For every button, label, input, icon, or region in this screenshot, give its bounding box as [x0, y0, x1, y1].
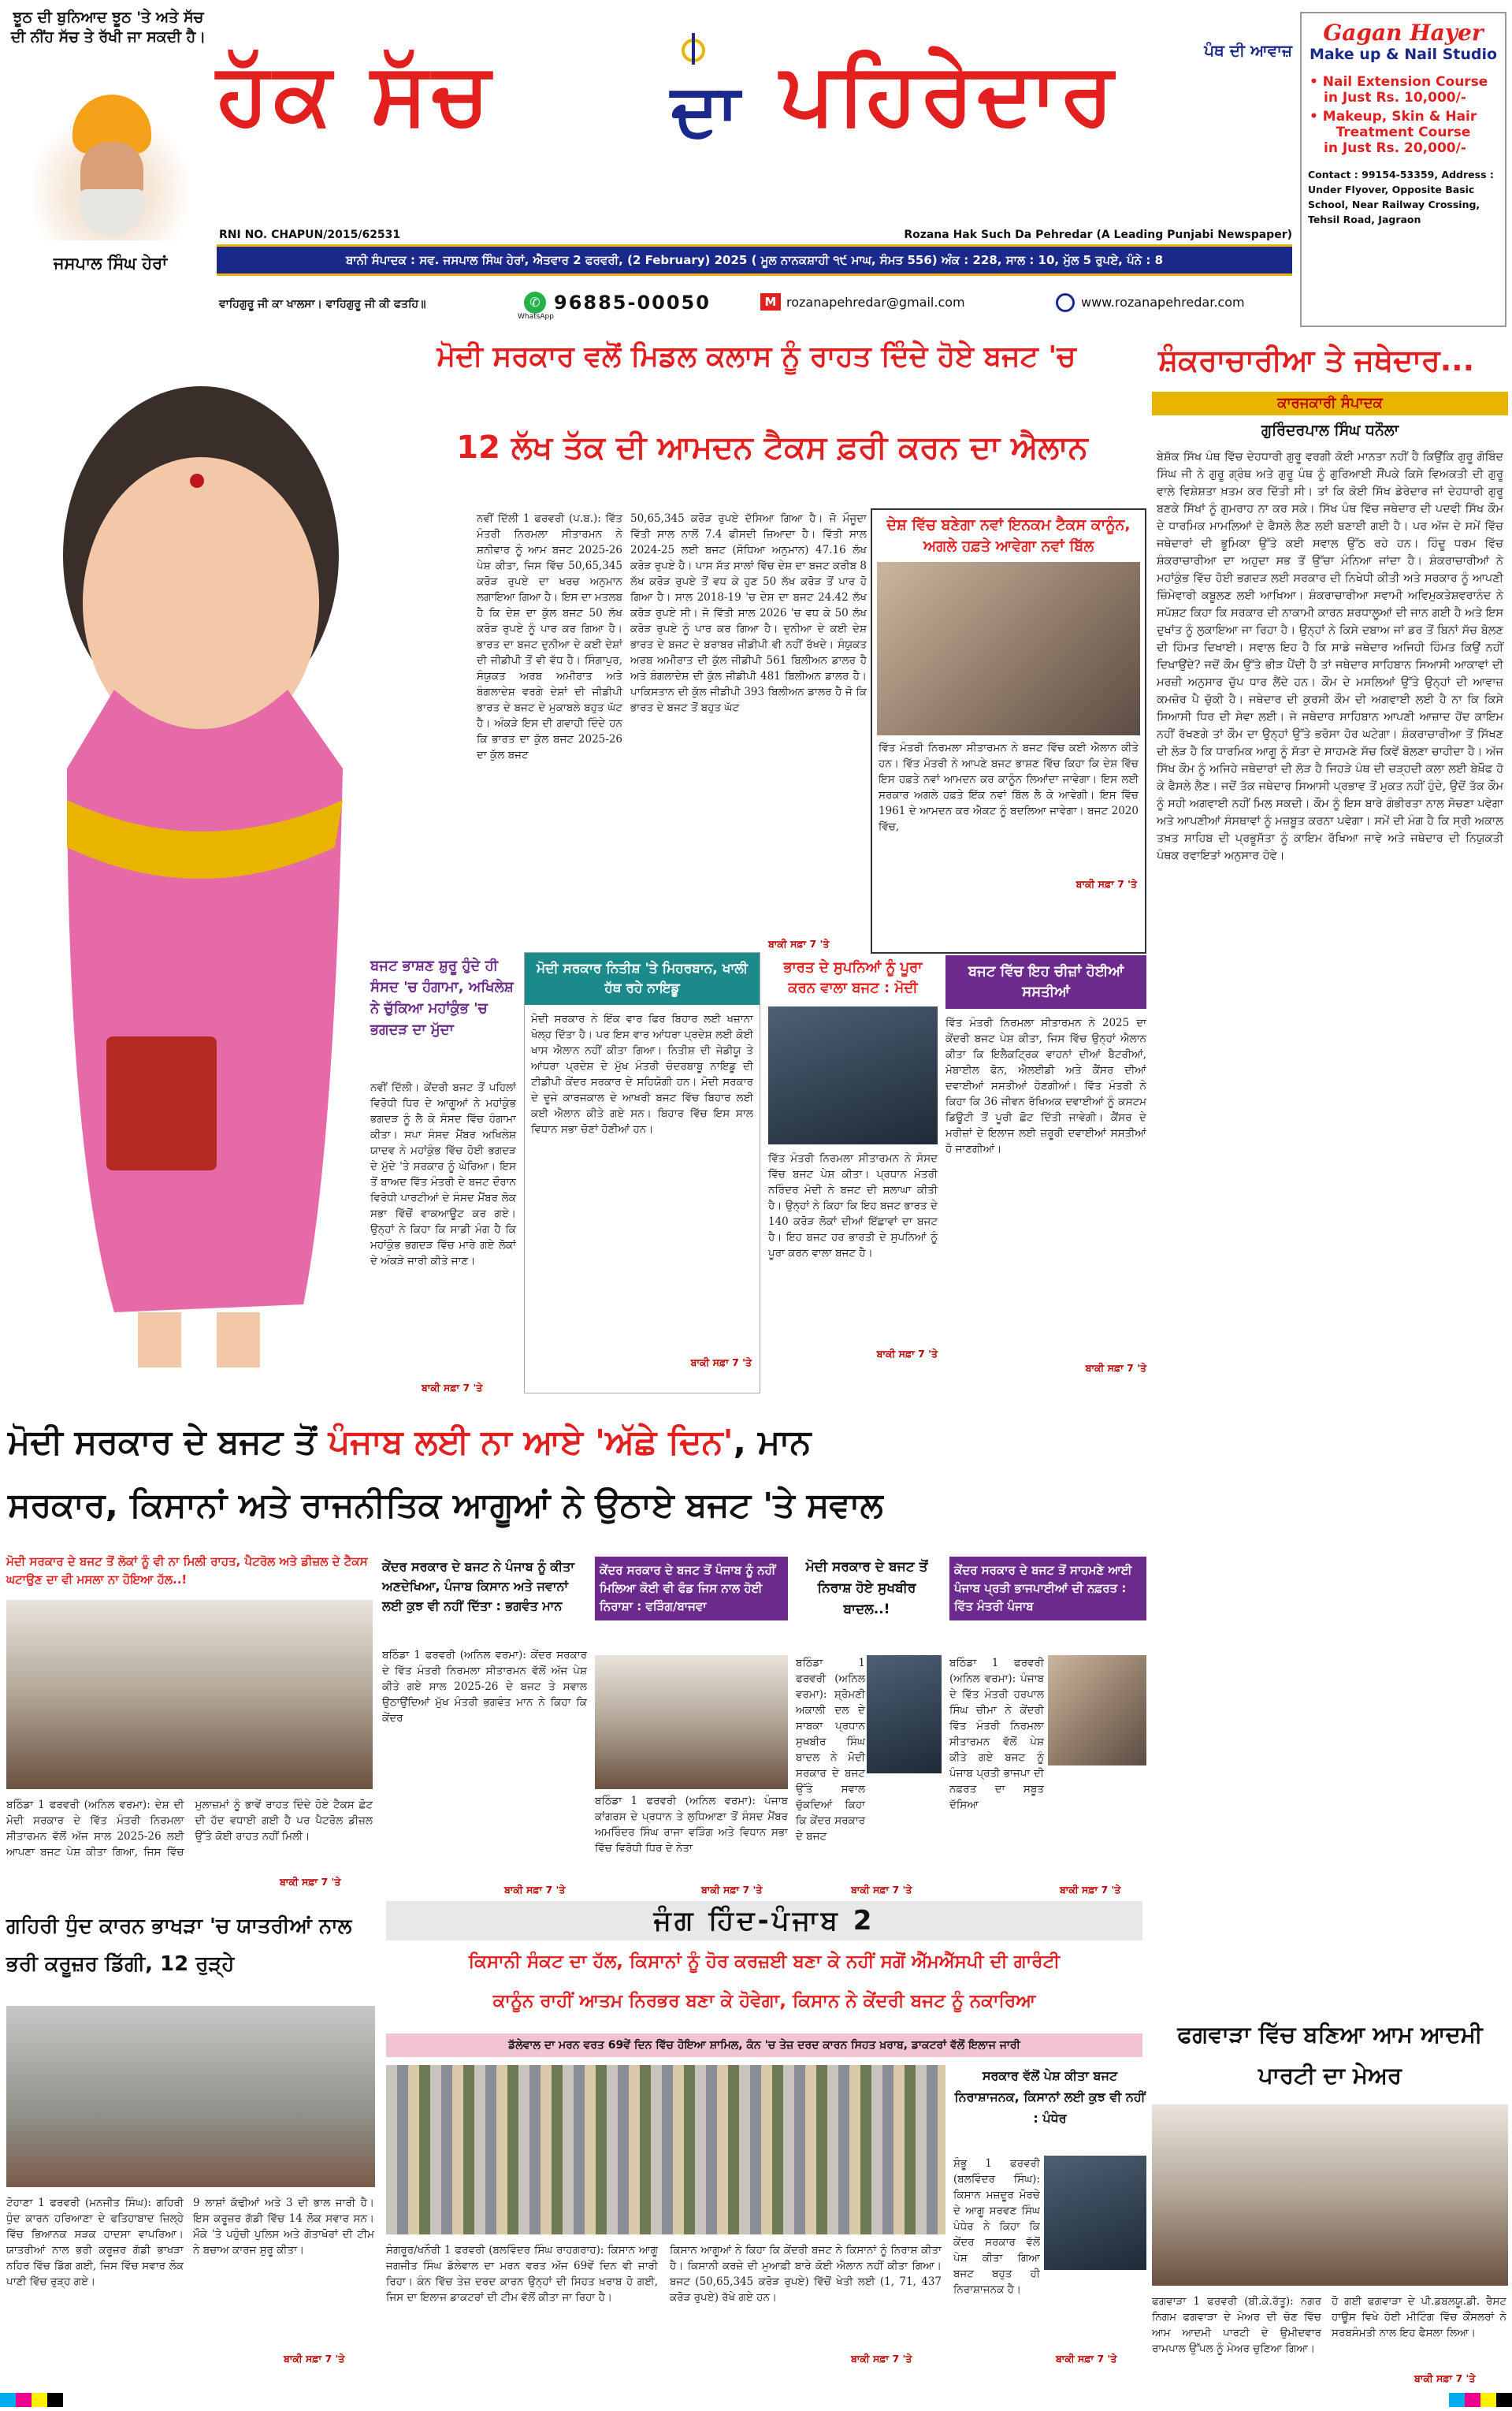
tagline: ਪੰਥ ਦੀ ਆਵਾਜ਼ — [1204, 41, 1292, 60]
fog-headline: ਗਹਿਰੀ ਧੁੰਦ ਕਾਰਨ ਭਾਖੜਾ 'ਚ ਯਾਤਰੀਆਂ ਨਾਲ ਭਰੀ ਕਰੂਜ਼ਰ ਡਿੱਗੀ, 12 ਰੁੜ੍ਹੇ — [6, 1914, 352, 1976]
lead-headline-2: 12 ਲੱਖ ਤੱਕ ਦੀ ਆਮਦਨ ਟੈਕਸ ਫ਼ਰੀ ਕਰਨ ਦਾ ਐਲਾਨ — [456, 430, 1088, 466]
warring-headline: ਕੇਂਦਰ ਸਰਕਾਰ ਦੇ ਬਜਟ ਤੋਂ ਪੰਜਾਬ ਨੂੰ ਨਹੀਂ ਮਿਲਿਆ ਕੋਈ ਵੀ ਫੰਡ ਜਿਸ ਨਾਲ ਹੋਈ ਨਿਰਾਸ਼ਾ : ਵੜਿੰਗ/ਬਾਜਵਾ — [595, 1557, 788, 1620]
rni-number: RNI NO. CHAPUN/2015/62531 — [219, 229, 401, 241]
mayor-text-2: ਹੋ ਗਈ ਫਗਵਾੜਾ ਦੇ ਪੀ.ਡਬਲਯੂ.ਡੀ. ਰੈਸਟ ਹਾਊਸ ਵਿਖੇ ਹੋਈ ਮੀਟਿੰਗ ਵਿੱਚ ਕੌਂਸਲਰਾਂ ਨੇ ਸਰਬਸੰਮਤੀ ਨਾਲ ਇਹ ਫੈਸਲਾ ਲਿਆ। — [1332, 2295, 1506, 2339]
whatsapp-icon: ✆ — [524, 292, 546, 314]
jung-text-2: ਕਿਸਾਨ ਆਗੂਆਂ ਨੇ ਕਿਹਾ ਕਿ ਕੇਂਦਰੀ ਬਜਟ ਨੇ ਕਿਸਾਨਾਂ ਨੂੰ ਨਿਰਾਸ਼ ਕੀਤਾ ਹੈ। ਕਿਸਾਨੀ ਕਰਜ਼ੇ ਦੀ ਮੁਆਫ਼ੀ ਬਾਰੇ ਕੋਈ ਐਲਾਨ ਨਹੀਂ ਕੀਤਾ ਗਿਆ। ਬਜਟ (50,65,345 ਕਰੋੜ ਰੁਪਏ) ਵਿੱਚੋਂ ਖੇਤੀ ਲਈ (1, 71, 437 ਕਰੋੜ ਰੁਪਏ) ਰੱਖੇ ਗਏ ਹਨ। — [670, 2244, 942, 2304]
cheaper-items-continue[interactable]: ਬਾਕੀ ਸਫ਼ਾ 7 'ਤੇ — [1085, 1362, 1146, 1374]
jung-headline-2: ਕਾਨੂੰਨ ਰਾਹੀਂ ਆਤਮ ਨਿਰਭਰ ਬਣਾ ਕੇ ਹੋਵੇਗਾ, ਕਿਸਾਨ ਨੇ ਕੇਂਦਰੀ ਬਜਟ ਨੂੰ ਨਕਾਰਿਆ — [492, 1991, 1036, 2011]
mayor-headline: ਫਗਵਾੜਾ ਵਿੱਚ ਬਣਿਆ ਆਮ ਆਦਮੀ ਪਾਰਟੀ ਦਾ ਮੇਅਰ — [1177, 2021, 1483, 2089]
sukhbir-headline: ਮੋਦੀ ਸਰਕਾਰ ਦੇ ਬਜਟ ਤੋਂ ਨਿਰਾਸ਼ ਹੋਏ ਸੁਖਬੀਰ ਬਾਦਲ..! — [805, 1559, 928, 1617]
pandher-text: ਸ਼ੰਭੂ 1 ਫਰਵਰੀ (ਬਲਵਿੰਦਰ ਸਿੰਘ): ਕਿਸਾਨ ਮਜ਼ਦੂਰ ਮੋਰਚੇ ਦੇ ਆਗੂ ਸਰਵਣ ਸਿੰਘ ਪੰਧੇਰ ਨੇ ਕਿਹਾ ਕਿ ਕੇਂਦਰ ਸਰਕਾਰ ਵੱਲੋਂ ਪੇਸ਼ ਕੀਤਾ ਗਿਆ ਬਜਟ ਬਹੁਤ ਹੀ ਨਿਰਾਸ਼ਾਜਨਕ ਹੈ। — [953, 2157, 1040, 2296]
akhilesh-continue[interactable]: ਬਾਕੀ ਸਫ਼ਾ 7 'ਤੇ — [422, 1382, 483, 1393]
ad-line1-price: in Just Rs. 10,000/- — [1324, 90, 1466, 106]
editorial-text: ਬੇਸ਼ੱਕ ਸਿੱਖ ਪੰਥ ਵਿੱਚ ਦੇਹਧਾਰੀ ਗੁਰੂ ਵਰਗੀ ਕੋਈ ਮਾਨਤਾ ਨਹੀਂ ਹੈ ਕਿਉਂਕਿ ਗੁਰੂ ਗੋਬਿੰਦ ਸਿੰਘ ਜੀ ਨੇ ਗੁਰੂ ਗ੍ਰੰਥ ਅਤੇ ਗੁਰੂ ਪੰਥ ਨੂੰ ਗੁਰਿਆਈ ਸੌਂਪਕੇ ਕਿਸੇ ਵਿਅਕਤੀ ਦੀ ਗੁਰੂ ਵਾਲੇ ਵਿਸ਼ੇਸ਼ਤਾ ਖ਼ਤਮ ਕਰ ਦਿੱਤੀ ਸੀ। ਤਾਂ ਕਿ ਕੋਈ ਸਿੱਖ ਡੇਰੇਦਾਰ ਜਾਂ ਦੇਹਧਾਰੀ ਗੁਰੂ ਬਣਕੇ ਸਿੱਖਾਂ ਨੂੰ ਗੁਮਰਾਹ ਨਾ ਕਰ ਸਕੇ। ਸਿੱਖ ਪੰਥ ਵਿੱਚ ਜਥੇਦਾਰ ਦੀ ਪਦਵੀ ਸਿੱਖ ਕੌਮ ਦੇ ਧਾਰਮਿਕ ਮਾਮਲਿਆਂ ਦੇ ਫੈਸਲੇ ਲੈਣ ਲਈ ਬਣਾਈ ਗਈ ਹੈ। ਪਰ ਅੱਜ ਦੇ ਸਮੇਂ ਵਿੱਚ ਜਥੇਦਾਰਾਂ ਦੀ ਭੂਮਿਕਾ ਉੱਤੇ ਕਈ ਸਵਾਲ ਉੱਠ ਰਹੇ ਹਨ। ਹਿੰਦੂ ਧਰਮ ਵਿੱਚ ਸ਼ੰਕਰਾਚਾਰੀਆ ਦਾ ਅਹੁਦਾ ਸਭ ਤੋਂ ਉੱਚਾ ਮੰਨਿਆ ਜਾਂਦਾ ਹੈ। ਸ਼ੰਕਰਾਚਾਰੀਆਂ ਨੇ ਮਹਾਂਕੁੰਭ ਵਿੱਚ ਹੋਈ ਭਗਦੜ ਲਈ ਸਰਕਾਰ ਦੀ ਨਿਖੇਧੀ ਕੀਤੀ ਅਤੇ ਸਰਕਾਰ ਨੂੰ ਆਪਣੀ ਜ਼ਿੰਮੇਵਾਰੀ ਕਬੂਲਣ ਲਈ ਆਖਿਆ। ਸ਼ੰਕਰਾਚਾਰੀਆ ਸਵਾਮੀ ਅਵਿਮੁਕਤੇਸ਼ਵਰਾਨੰਦ ਨੇ ਸਪੱਸ਼ਟ ਕਿਹਾ ਕਿ ਸਰਕਾਰ ਦੀ ਨਾਕਾਮੀ ਕਾਰਨ ਸ਼ਰਧਾਲੂਆਂ ਦੀ ਜਾਨ ਗਈ ਹੈ ਅਤੇ ਇਸ ਦੁਖਾਂਤ ਨੂੰ ਲੁਕਾਇਆ ਜਾ ਰਿਹਾ ਹੈ। ਉਨ੍ਹਾਂ ਨੇ ਕਿਸੇ ਦਬਾਅ ਜਾਂ ਡਰ ਤੋਂ ਬਿਨਾਂ ਸੱਚ ਬੋਲਣ ਦੀ ਹਿੰਮਤ ਦਿਖਾਈ। ਸਵਾਲ ਇਹ ਹੈ ਕਿ ਸਾਡੇ ਜਥੇਦਾਰ ਅਜਿਹੀ ਹਿੰਮਤ ਕਿਉਂ ਨਹੀਂ ਦਿਖਾਉਂਦੇ? ਜਦੋਂ ਕੌਮ ਉੱਤੇ ਭੀੜ ਪੈਂਦੀ ਹੈ ਤਾਂ ਜਥੇਦਾਰ ਸਾਹਿਬਾਨ ਸਿਆਸੀ ਆਕਾਵਾਂ ਦੀ ਮਰਜ਼ੀ ਅਨੁਸਾਰ ਚੁੱਪ ਧਾਰ ਲੈਂਦੇ ਹਨ। ਕੌਮ ਦੇ ਮਸਲਿਆਂ ਉੱਤੇ ਉਨ੍ਹਾਂ ਦੀ ਆਵਾਜ਼ ਕਮਜ਼ੋਰ ਪੈ ਚੁੱਕੀ ਹੈ। ਜਥੇਦਾਰ ਦੀ ਕੁਰਸੀ ਕੌਮ ਦੀ ਅਗਵਾਈ ਲਈ ਹੈ ਨਾ ਕਿ ਕਿਸੇ ਸਿਆਸੀ ਧਿਰ ਦੀ ਸੇਵਾ ਲਈ। ਜੇ ਜਥੇਦਾਰ ਸਾਹਿਬਾਨ ਆਪਣੀ ਆਜ਼ਾਦ ਹੋਂਦ ਕਾਇਮ ਨਹੀਂ ਰੱਖਣਗੇ ਤਾਂ ਕੌਮ ਦਾ ਉਨ੍ਹਾਂ ਉੱਤੇ ਭਰੋਸਾ ਹੋਰ ਘਟੇਗਾ। ਸ਼ੰਕਰਾਚਾਰੀਆ ਤੋਂ ਸਿੱਖਣ ਦੀ ਲੋੜ ਹੈ ਕਿ ਧਾਰਮਿਕ ਆਗੂ ਨੂੰ ਸੱਤਾ ਦੇ ਸਾਹਮਣੇ ਸੱਚ ਕਿਵੇਂ ਬੋਲਣਾ ਚਾਹੀਦਾ ਹੈ। ਅੱਜ ਸਿੱਖ ਕੌਮ ਨੂੰ ਅਜਿਹੇ ਜਥੇਦਾਰਾਂ ਦੀ ਲੋੜ ਹੈ ਜਿਹੜੇ ਪੰਥ ਦੀ ਚੜ੍ਹਦੀ ਕਲਾ ਲਈ ਬੇਖ਼ੌਫ ਹੋ ਕੇ ਫੈਸਲੇ ਲੈਣ। ਜਦੋਂ ਤੱਕ ਜਥੇਦਾਰ ਸਿਆਸੀ ਪ੍ਰਭਾਵ ਤੋਂ ਮੁਕਤ ਨਹੀਂ ਹੁੰਦੇ, ਉਦੋਂ ਤੱਕ ਕੌਮ ਨੂੰ ਸਹੀ ਅਗਵਾਈ ਨਹੀਂ ਮਿਲ ਸਕਦੀ। ਕੌਮ ਨੂੰ ਇਸ ਬਾਰੇ ਗੰਭੀਰਤਾ ਨਾਲ ਸੋਚਣਾ ਪਵੇਗਾ ਅਤੇ ਆਪਣੀਆਂ ਸੰਸਥਾਵਾਂ ਨੂੰ ਮਜ਼ਬੂਤ ਕਰਨਾ ਪਵੇਗਾ। ਸਮੇਂ ਦੀ ਮੰਗ ਹੈ ਕਿ ਸ੍ਰੀ ਅਕਾਲ ਤਖ਼ਤ ਸਾਹਿਬ ਦੀ ਪ੍ਰਭੂਸੱਤਾ ਨੂੰ ਕਾਇਮ ਰੱਖਿਆ ਜਾਵੇ ਅਤੇ ਜਥੇਦਾਰ ਦੀ ਨਿਯੁਕਤੀ ਪੰਥਕ ਰਵਾਇਤਾਂ ਅਨੁਸਾਰ ਹੋਵੇ। — [1157, 451, 1503, 862]
bhagwant-text: ਬਠਿੰਡਾ 1 ਫਰਵਰੀ (ਅਨਿਲ ਵਰਮਾ): ਕੇਂਦਰ ਸਰਕਾਰ ਦੇ ਵਿੱਤ ਮੰਤਰੀ ਨਿਰਮਲਾ ਸੀਤਾਰਮਨ ਵੱਲੋਂ ਅੱਜ ਪੇਸ਼ ਕੀਤੇ ਗਏ ਸਾਲ 2025-26 ਦੇ ਬਜਟ ਤੇ ਸਵਾਲ ਉਠਾਉਂਦਿਆਂ ਮੁੱਖ ਮੰਤਰੀ ਭਗਵੰਤ ਮਾਨ ਨੇ ਕਿਹਾ ਕਿ ਕੇਂਦਰ — [382, 1649, 587, 1725]
cheema-headline: ਕੇਂਦਰ ਸਰਕਾਰ ਦੇ ਬਜਟ ਤੋਂ ਸਾਹਮਣੇ ਆਈ ਪੰਜਾਬ ਪ੍ਰਤੀ ਭਾਜਪਾਈਆਂ ਦੀ ਨਫ਼ਰਤ : ਵਿੱਤ ਮੰਤਰੀ ਪੰਜਾਬ — [949, 1557, 1146, 1620]
editorial-headline: ਸ਼ੰਕਰਾਚਾਰੀਆ ਤੇ ਜਥੇਦਾਰ... — [1158, 343, 1475, 378]
editorial-column — [1152, 339, 1508, 2006]
modi-headline: ਭਾਰਤ ਦੇ ਸੁਪਨਿਆਂ ਨੂੰ ਪੂਰਾ ਕਰਨ ਵਾਲਾ ਬਜਟ : ਮੋਦੀ — [783, 959, 923, 996]
beard-shape — [79, 189, 145, 236]
email-link[interactable]: rozanapehredar@gmail.com — [786, 295, 965, 310]
masthead — [0, 0, 1512, 331]
bhagwant-continue[interactable]: ਬਾਕੀ ਸਫ਼ਾ 7 'ਤੇ — [504, 1884, 566, 1896]
cheema-photo — [1048, 1655, 1146, 1765]
lead-column-1: ਨਵੀਂ ਦਿੱਲੀ 1 ਫਰਵਰੀ (ਪ.ਬ.): ਵਿੱਤ ਮੰਤਰੀ ਨਿਰਮਲਾ ਸੀਤਾਰਮਨ ਨੇ ਸ਼ਨੀਵਾਰ ਨੂੰ ਆਮ ਬਜਟ 2025-26 ਪੇਸ਼ ਕੀਤਾ, ਜਿਸ ਵਿੱਚ 50,65,345 ਕਰੋੜ ਰੁਪਏ ਦਾ ਖਰਚ ਅਨੁਮਾਨ ਲਗਾਇਆ ਗਿਆ ਹੈ। ਇਸ ਦਾ ਮਤਲਬ ਹੈ ਕਿ ਦੇਸ਼ ਦਾ ਕੁੱਲ ਬਜਟ 50 ਲੱਖ ਕਰੋੜ ਰੁਪਏ ਨੂੰ ਪਾਰ ਕਰ ਗਿਆ ਹੈ। ਭਾਰਤ ਦਾ ਬਜਟ ਦੁਨੀਆ ਦੇ ਕਈ ਦੇਸ਼ਾਂ ਦੀ ਜੀਡੀਪੀ ਤੋਂ ਵੀ ਵੱਧ ਹੈ। ਸਿੰਗਾਪੁਰ, ਸੰਯੁਕਤ ਅਰਬ ਅਮੀਰਾਤ ਅਤੇ ਬੰਗਲਾਦੇਸ਼ ਵਰਗੇ ਦੇਸ਼ਾਂ ਦੀ ਜੀਡੀਪੀ ਭਾਰਤ ਦੇ ਬਜਟ ਦੇ ਮੁਕਾਬਲੇ ਬਹੁਤ ਘੱਟ ਹੈ। ਅੰਕੜੇ ਇਸ ਦੀ ਗਵਾਹੀ ਦਿੰਦੇ ਹਨ ਕਿ ਭਾਰਤ ਦਾ ਕੁੱਲ ਬਜਟ 2025-26 ਦਾ ਕੁੱਲ ਬਜਟ — [477, 512, 622, 761]
mayor-photo — [1152, 2104, 1508, 2286]
banner-line-2: ਸਰਕਾਰ, ਕਿਸਾਨਾਂ ਅਤੇ ਰਾਜਨੀਤਿਕ ਆਗੂਆਂ ਨੇ ਉਠਾਏ ਬਜਟ 'ਤੇ ਸਵਾਲ — [8, 1486, 883, 1525]
ad-brand: Gagan Hayer — [1323, 20, 1484, 46]
income-tax-headline: ਦੇਸ਼ ਵਿੱਚ ਬਣੇਗਾ ਨਵਾਂ ਇਨਕਮ ਟੈਕਸ ਕਾਨੂੰਨ, ਅਗਲੇ ਹਫ਼ਤੇ ਆਵੇਗਾ ਨਵਾਂ ਬਿੱਲ — [872, 510, 1145, 562]
parliament-photo — [6, 1600, 373, 1789]
khanda-emblem — [678, 32, 709, 66]
banner-line-1b: ਪੰਜਾਬ ਲਈ ਨਾ ਆਏ 'ਅੱਛੇ ਦਿਨ' — [328, 1423, 734, 1462]
sukhbir-continue[interactable]: ਬਾਕੀ ਸਫ਼ਾ 7 'ਤੇ — [851, 1884, 912, 1896]
title-right: ਪਹਿਰੇਦਾਰ — [780, 45, 1117, 143]
fog-text-1: ਟੋਹਾਣਾ 1 ਫਰਵਰੀ (ਮਨਜੀਤ ਸਿੰਘ): ਗਹਿਰੀ ਧੁੰਦ ਕਾਰਨ ਹਰਿਆਣਾ ਦੇ ਫਤਿਹਾਬਾਦ ਜ਼ਿਲ੍ਹੇ ਵਿੱਚ ਭਿਆਨਕ ਸੜਕ ਹਾਦਸਾ ਵਾਪਰਿਆ। ਯਾਤਰੀਆਂ ਨਾਲ ਭਰੀ ਕਰੂਜ਼ਰ ਗੱਡੀ ਭਾਖੜਾ ਨਹਿਰ ਵਿੱਚ ਡਿੱਗ ਗਈ, ਜਿਸ ਵਿੱਚ ਸਵਾਰ ਲੋਕ ਪਾਣੀ ਵਿੱਚ ਰੁੜ੍ਹ ਗਏ। — [6, 2197, 184, 2288]
title-mid: ਦਾ — [671, 68, 740, 152]
jung-title-bar — [386, 1901, 1142, 1940]
jung-subhead: ਡੱਲੇਵਾਲ ਦਾ ਮਰਨ ਵਰਤ 69ਵੇਂ ਦਿਨ ਵਿੱਚ ਹੋਇਆ ਸ਼ਾਮਿਲ, ਕੰਨ 'ਚ ਤੇਜ਼ ਦਰਦ ਕਾਰਨ ਸਿਹਤ ਖ਼ਰਾਬ, ਡਾਕਟਰਾਂ ਵੱਲੋਂ ਇਲਾਜ ਜਾਰੀ — [386, 2033, 1142, 2057]
cheaper-items-headline: ਬਜਟ ਵਿੱਚ ਇਹ ਚੀਜ਼ਾਂ ਹੋਈਆਂ ਸਸਤੀਆਂ — [945, 955, 1146, 1009]
farmers-protest-photo — [386, 2065, 945, 2234]
english-name: Rozana Hak Such Da Pehredar (A Leading Punjabi Newspaper) — [904, 229, 1292, 241]
nitish-box — [524, 952, 760, 1393]
petrol-text: ਬਠਿੰਡਾ 1 ਫਰਵਰੀ (ਅਨਿਲ ਵਰਮਾ): ਦੇਸ਼ ਦੀ ਮੋਦੀ ਸਰਕਾਰ ਦੇ ਵਿੱਤ ਮੰਤਰੀ ਨਿਰਮਲਾ ਸੀਤਾਰਮਨ ਵੱਲੋਂ ਅੱਜ ਸਾਲ 2025-26 ਲਈ ਆਪਣਾ ਬਜਟ ਪੇਸ਼ ਕੀਤਾ ਗਿਆ, ਜਿਸ ਵਿੱਚ ਮੁਲਾਜ਼ਮਾਂ ਨੂੰ ਭਾਵੇਂ ਰਾਹਤ ਦਿੰਦੇ ਹੋਏ ਟੈਕਸ ਛੋਟ ਦੀ ਹੱਦ ਵਧਾਈ ਗਈ ਹੈ ਪਰ ਪੈਟਰੋਲ ਡੀਜ਼ਲ ਉੱਤੇ ਕੋਈ ਰਾਹਤ ਨਹੀਂ ਮਿਲੀ। — [6, 1799, 373, 1858]
greeting: ਵਾਹਿਗੁਰੂ ਜੀ ਕਾ ਖਾਲਸਾ। ਵਾਹਿਗੁਰੂ ਜੀ ਕੀ ਫਤਹਿ॥ — [219, 298, 426, 311]
petrol-continue[interactable]: ਬਾਕੀ ਸਫ਼ਾ 7 'ਤੇ — [280, 1876, 341, 1888]
sukhbir-photo — [867, 1655, 942, 1773]
banner-line-1a: ਮੋਦੀ ਸਰਕਾਰ ਦੇ ਬਜਟ ਤੋਂ — [8, 1423, 317, 1462]
phone-number[interactable]: 96885-00050 — [554, 292, 711, 314]
ad-makeup-studio[interactable] — [1300, 12, 1506, 327]
modi-photo — [768, 1006, 938, 1144]
jung-headline-1: ਕਿਸਾਨੀ ਸੰਕਟ ਦਾ ਹੱਲ, ਕਿਸਾਨਾਂ ਨੂੰ ਹੋਰ ਕਰਜ਼ਈ ਬਣਾ ਕੇ ਨਹੀਂ ਸਗੋਂ ਐੱਮਐੱਸਪੀ ਦੀ ਗਾਰੰਟੀ — [468, 1951, 1061, 1972]
pandher-continue[interactable]: ਬਾਕੀ ਸਫ਼ਾ 7 'ਤੇ — [1056, 2353, 1117, 2364]
pandher-photo — [1044, 2156, 1146, 2270]
akhilesh-text: ਨਵੀਂ ਦਿੱਲੀ। ਕੇਂਦਰੀ ਬਜਟ ਤੋਂ ਪਹਿਲਾਂ ਵਿਰੋਧੀ ਧਿਰ ਦੇ ਆਗੂਆਂ ਨੇ ਮਹਾਂਕੁੰਭ ਭਗਦੜ ਨੂੰ ਲੈ ਕੇ ਸੰਸਦ ਵਿੱਚ ਹੰਗਾਮਾ ਕੀਤਾ। ਸਪਾ ਸੰਸਦ ਮੈਂਬਰ ਅਖਿਲੇਸ਼ ਯਾਦਵ ਨੇ ਮਹਾਂਕੁੰਭ ਵਿੱਚ ਹੋਈ ਭਗਦੜ ਦੇ ਮੁੱਦੇ 'ਤੇ ਸਰਕਾਰ ਨੂੰ ਘੇਰਿਆ। ਇਸ ਤੋਂ ਬਾਅਦ ਵਿੱਤ ਮੰਤਰੀ ਦੇ ਬਜਟ ਦੌਰਾਨ ਵਿਰੋਧੀ ਪਾਰਟੀਆਂ ਦੇ ਸੰਸਦ ਮੈਂਬਰ ਲੋਕ ਸਭਾ ਵਿੱਚੋਂ ਵਾਕਆਊਟ ਕਰ ਗਏ। ਉਨ੍ਹਾਂ ਨੇ ਕਿਹਾ ਕਿ ਸਾਡੀ ਮੰਗ ਹੈ ਕਿ ਮਹਾਂਕੁੰਭ ਭਗਦੜ ਵਿੱਚ ਮਾਰੇ ਗਏ ਲੋਕਾਂ ਦੇ ਅੰਕੜੇ ਜਾਰੀ ਕੀਤੇ ਜਾਣ। — [370, 1081, 516, 1267]
lead-headline-1: ਮੋਦੀ ਸਰਕਾਰ ਵਲੋਂ ਮਿਡਲ ਕਲਾਸ ਨੂੰ ਰਾਹਤ ਦਿੰਦੇ ਹੋਏ ਬਜਟ 'ਚ — [437, 340, 1076, 373]
color-registration-strip-right — [1449, 2393, 1512, 2407]
founder-name: ਜਸਪਾਲ ਸਿੰਘ ਹੇਰਾਂ — [53, 254, 168, 273]
jung-text-1: ਸੰਗਰੂਰ/ਖਨੌਰੀ 1 ਫਰਵਰੀ (ਬਲਵਿੰਦਰ ਸਿੰਘ ਰਾਹਗਰਾਹ): ਕਿਸਾਨ ਆਗੂ ਜਗਜੀਤ ਸਿੰਘ ਡੱਲੇਵਾਲ ਦਾ ਮਰਨ ਵਰਤ ਅੱਜ 69ਵੇਂ ਦਿਨ ਵੀ ਜਾਰੀ ਰਿਹਾ। ਕੰਨ ਵਿੱਚ ਤੇਜ਼ ਦਰਦ ਕਾਰਨ ਉਨ੍ਹਾਂ ਦੀ ਸਿਹਤ ਖ਼ਰਾਬ ਹੋ ਗਈ, ਜਿਸ ਦਾ ਇਲਾਜ ਡਾਕਟਰਾਂ ਦੀ ਟੀਮ ਵੱਲੋਂ ਕੀਤਾ ਜਾ ਰਿਹਾ ਹੈ। — [386, 2244, 658, 2304]
fog-accident-photo — [6, 2006, 375, 2187]
income-tax-box — [871, 508, 1146, 954]
email-icon: M — [760, 293, 781, 311]
dateline-bar — [217, 244, 1292, 276]
nitish-continue[interactable]: ਬਾਕੀ ਸਫ਼ਾ 7 'ਤੇ — [690, 1356, 752, 1368]
sukhbir-text: ਬਠਿੰਡਾ 1 ਫਰਵਰੀ (ਅਨਿਲ ਵਰਮਾ): ਸ਼੍ਰੋਮਣੀ ਅਕਾਲੀ ਦਲ ਦੇ ਸਾਬਕਾ ਪ੍ਰਧਾਨ ਸੁਖਬੀਰ ਸਿੰਘ ਬਾਦਲ ਨੇ ਮੋਦੀ ਸਰਕਾਰ ਦੇ ਬਜਟ ਉੱਤੇ ਸਵਾਲ ਚੁੱਕਦਿਆਂ ਕਿਹਾ ਕਿ ਕੇਂਦਰ ਸਰਕਾਰ ਦੇ ਬਜਟ — [796, 1657, 865, 1843]
fog-text-2: 9 ਲਾਸ਼ਾਂ ਕੱਢੀਆਂ ਅਤੇ 3 ਦੀ ਭਾਲ ਜਾਰੀ ਹੈ। ਇਸ ਕਰੂਜ਼ਰ ਗੱਡੀ ਵਿੱਚ 14 ਲੋਕ ਸਵਾਰ ਸਨ। ਮੌਕੇ 'ਤੇ ਪਹੁੰਚੀ ਪੁਲਿਸ ਅਤੇ ਗੋਤਾਖੋਰਾਂ ਦੀ ਟੀਮ ਨੇ ਬਚਾਅ ਕਾਰਜ ਸ਼ੁਰੂ ਕੀਤਾ। — [193, 2197, 374, 2257]
cartoon-finance-minister — [20, 359, 374, 1391]
mayor-text-1: ਫਗਵਾੜਾ 1 ਫਰਵਰੀ (ਬੀ.ਕੇ.ਰੱਤੂ): ਨਗਰ ਨਿਗਮ ਫਗਵਾੜਾ ਦੇ ਮੇਅਰ ਦੀ ਚੋਣ ਵਿੱਚ ਆਮ ਆਦਮੀ ਪਾਰਟੀ ਦੇ ਉਮੀਦਵਾਰ ਰਾਮਪਾਲ ਉੱਪਲ ਨੂੰ ਮੇਅਰ ਚੁਣਿਆ ਗਿਆ। — [1152, 2295, 1321, 2355]
title-left: ਹੱਕ ਸੱਚ — [217, 45, 495, 143]
cheema-text: ਬਠਿੰਡਾ 1 ਫਰਵਰੀ (ਅਨਿਲ ਵਰਮਾ): ਪੰਜਾਬ ਦੇ ਵਿੱਤ ਮੰਤਰੀ ਹਰਪਾਲ ਸਿੰਘ ਚੀਮਾ ਨੇ ਕੇਂਦਰੀ ਵਿੱਤ ਮੰਤਰੀ ਨਿਰਮਲਾ ਸੀਤਾਰਮਨ ਵੱਲੋਂ ਪੇਸ਼ ਕੀਤੇ ਗਏ ਬਜਟ ਨੂੰ ਪੰਜਾਬ ਪ੍ਰਤੀ ਭਾਜਪਾ ਦੀ ਨਫ਼ਰਤ ਦਾ ਸਬੂਤ ਦੱਸਿਆ — [949, 1657, 1044, 1811]
editorial-kicker: ਕਾਰਜਕਾਰੀ ਸੰਪਾਦਕ — [1152, 392, 1508, 415]
lead-column-2: 50,65,345 ਕਰੋੜ ਰੁਪਏ ਦੱਸਿਆ ਗਿਆ ਹੈ। ਜੋ ਮੌਜੂਦਾ ਵਿੱਤੀ ਸਾਲ ਨਾਲੋਂ 7.4 ਫੀਸਦੀ ਜ਼ਿਆਦਾ ਹੈ। ਵਿੱਤੀ ਸਾਲ 2024-25 ਲਈ ਬਜਟ (ਸੋਧਿਆ ਅਨੁਮਾਨ) 47.16 ਲੱਖ ਕਰੋੜ ਰੁਪਏ ਹੈ। ਪਾਸ ਸੱਤ ਸਾਲਾਂ ਵਿੱਚ ਦੇਸ਼ ਦਾ ਬਜਟ ਕਰੀਬ 8 ਲੱਖ ਕਰੋੜ ਰੁਪਏ ਤੋਂ ਵਧ ਕੇ ਹੁਣ 50 ਲੱਖ ਕਰੋੜ ਤੋਂ ਪਾਰ ਹੋ ਗਿਆ ਹੈ। ਸਾਲ 2018-19 'ਚ ਦੇਸ਼ ਦਾ ਬਜਟ 24.42 ਲੱਖ ਕਰੋੜ ਰੁਪਏ ਸੀ। ਜੋ ਵਿੱਤੀ ਸਾਲ 2026 'ਚ ਵਧ ਕੇ 50 ਲੱਖ ਕਰੋੜ ਰੁਪਏ ਨੂੰ ਪਾਰ ਕਰ ਗਿਆ ਹੈ। ਦੁਨੀਆ ਦੇ ਕਈ ਦੇਸ਼ ਭਾਰਤ ਦੇ ਬਜਟ ਦੇ ਬਰਾਬਰ ਜੀਡੀਪੀ ਵੀ ਨਹੀਂ ਰੱਖਦੇ। ਸੰਯੁਕਤ ਅਰਬ ਅਮੀਰਾਤ ਦੀ ਕੁੱਲ ਜੀਡੀਪੀ 561 ਬਿਲੀਅਨ ਡਾਲਰ ਹੈ ਅਤੇ ਬੰਗਲਾਦੇਸ਼ ਦੀ ਕੁੱਲ ਜੀਡੀਪੀ 481 ਬਿਲੀਅਨ ਡਾਲਰ ਹੈ। ਪਾਕਿਸਤਾਨ ਦੀ ਕੁੱਲ ਜੀਡੀਪੀ 393 ਬਿਲੀਅਨ ਡਾਲਰ ਹੈ ਜੋ ਕਿ ਭਾਰਤ ਦੇ ਬਜਟ ਤੋਂ ਬਹੁਤ ਘੱਟ — [630, 512, 867, 714]
dateline-text: ਬਾਨੀ ਸੰਪਾਦਕ : ਸਵ. ਜਸਪਾਲ ਸਿੰਘ ਹੇਰਾਂ, ਐਤਵਾਰ 2 ਫਰਵਰੀ, (2 February) 2025 ( ਮੂਲ ਨਾਨਕਸ਼ਾਹੀ ੧੯ ਮਾਘ, ਸੰਮਤ 556) ਅੰਕ : 228, ਸਾਲ : 10, ਮੁੱਲ 5 ਰੁਪਏ, ਪੰਨੇ : 8 — [345, 253, 1164, 267]
ad-line2: • Makeup, Skin & Hair — [1310, 109, 1477, 125]
petrol-headline: ਮੋਦੀ ਸਰਕਾਰ ਦੇ ਬਜਟ ਤੋਂ ਲੋਕਾਂ ਨੂੰ ਵੀ ਨਾ ਮਿਲੀ ਰਾਹਤ, ਪੈਟਰੋਲ ਅਤੇ ਡੀਜ਼ਲ ਦੇ ਟੈਕਸ ਘਟਾਉਣ ਦਾ ਵੀ ਮਸਲਾ ਨਾ ਹੋਇਆ ਹੱਲ..! — [6, 1554, 368, 1587]
cheema-continue[interactable]: ਬਾਕੀ ਸਫ਼ਾ 7 'ਤੇ — [1060, 1884, 1121, 1896]
ad-subtitle: Make up & Nail Studio — [1309, 46, 1498, 63]
editorial-byline: ਗੁਰਿੰਦਰਪਾਲ ਸਿੰਘ ਧਨੌਲਾ — [1261, 422, 1399, 439]
modi-continue[interactable]: ਬਾਕੀ ਸਫ਼ਾ 7 'ਤੇ — [876, 1348, 938, 1360]
website-link[interactable]: www.rozanapehredar.com — [1081, 295, 1245, 310]
banner-line-1c: , ਮਾਨ — [733, 1423, 812, 1462]
pandher-headline: ਸਰਕਾਰ ਵੱਲੋਂ ਪੇਸ਼ ਕੀਤਾ ਬਜਟ ਨਿਰਾਸ਼ਾਜਨਕ, ਕਿਸਾਨਾਂ ਲਈ ਕੁਝ ਵੀ ਨਹੀਂ : ਪੰਧੇਰ — [954, 2068, 1146, 2126]
warring-photo — [595, 1655, 788, 1789]
akhilesh-headline: ਬਜਟ ਭਾਸ਼ਣ ਸ਼ੁਰੂ ਹੁੰਦੇ ਹੀ ਸੰਸਦ 'ਚ ਹੰਗਾਮਾ, ਅਖਿਲੇਸ਼ ਨੇ ਚੁੱਕਿਆ ਮਹਾਂਕੁੰਭ 'ਚ ਭਗਦੜ ਦਾ ਮੁੱਦਾ — [370, 958, 514, 1038]
nitish-text: ਮੋਦੀ ਸਰਕਾਰ ਨੇ ਇੱਕ ਵਾਰ ਫਿਰ ਬਿਹਾਰ ਲਈ ਖਜ਼ਾਨਾ ਖੋਲ੍ਹ ਦਿੱਤਾ ਹੈ। ਪਰ ਇਸ ਵਾਰ ਆਂਧਰਾ ਪ੍ਰਦੇਸ਼ ਲਈ ਕੋਈ ਖਾਸ ਐਲਾਨ ਨਹੀਂ ਕੀਤਾ ਗਿਆ। ਨਿਤੀਸ਼ ਦੀ ਜੇਡੀਯੂ ਤੇ ਆਂਧਰਾ ਪ੍ਰਦੇਸ਼ ਦੇ ਮੁੱਖ ਮੰਤਰੀ ਚੰਦਰਬਾਬੂ ਨਾਇਡੂ ਦੀ ਟੀਡੀਪੀ ਕੇਂਦਰ ਸਰਕਾਰ ਦੇ ਸਹਿਯੋਗੀ ਹਨ। ਮੋਦੀ ਸਰਕਾਰ ਦੇ ਦੂਜੇ ਕਾਰਜਕਾਲ ਦੇ ਆਖਰੀ ਬਜਟ ਵਿੱਚ ਬਿਹਾਰ ਲਈ ਕਈ ਐਲਾਨ ਕੀਤੇ ਗਏ ਸਨ। ਬਿਹਾਰ ਵਿੱਚ ਇਸ ਸਾਲ ਵਿਧਾਨ ਸਭਾ ਚੋਣਾਂ ਹੋਣੀਆਂ ਹਨ। — [531, 1013, 753, 1136]
modi-box — [768, 958, 938, 1391]
ad-line2b: Treatment Course — [1336, 125, 1471, 140]
bhagwant-headline: ਕੇਂਦਰ ਸਰਕਾਰ ਦੇ ਬਜਟ ਨੇ ਪੰਜਾਬ ਨੂੰ ਕੀਤਾ ਅਣਦੇਖਿਆ, ਪੰਜਾਬ ਕਿਸਾਨ ਅਤੇ ਜਵਾਨਾਂ ਲਈ ਕੁਝ ਵੀ ਨਹੀਂ ਦਿੱਤਾ : ਭਗਵੰਤ ਮਾਨ — [382, 1559, 574, 1613]
warring-text: ਬਠਿੰਡਾ 1 ਫਰਵਰੀ (ਅਨਿਲ ਵਰਮਾ): ਪੰਜਾਬ ਕਾਂਗਰਸ ਦੇ ਪ੍ਰਧਾਨ ਤੇ ਲੁਧਿਆਣਾ ਤੋਂ ਸੰਸਦ ਮੈਂਬਰ ਅਮਰਿੰਦਰ ਸਿੰਘ ਰਾਜਾ ਵੜਿੰਗ ਅਤੇ ਵਿਧਾਨ ਸਭਾ ਵਿੱਚ ਵਿਰੋਧੀ ਧਿਰ ਦੇ ਨੇਤਾ — [595, 1795, 788, 1855]
whatsapp-label: WhatsApp — [518, 313, 554, 321]
color-registration-strip-left — [0, 2393, 63, 2407]
cheaper-items-box — [945, 955, 1146, 1393]
jung-continue[interactable]: ਬਾਕੀ ਸਫ਼ਾ 7 'ਤੇ — [851, 2353, 912, 2364]
banner-line-1 — [8, 1419, 1142, 1466]
lead-continue[interactable]: ਬਾਕੀ ਸਫ਼ਾ 7 'ਤੇ — [768, 938, 830, 950]
mayor-continue[interactable]: ਬਾਕੀ ਸਫ਼ਾ 7 'ਤੇ — [1414, 2372, 1476, 2384]
warring-continue[interactable]: ਬਾਕੀ ਸਫ਼ਾ 7 'ਤੇ — [701, 1884, 763, 1896]
income-tax-text: ਵਿੱਤ ਮੰਤਰੀ ਨਿਰਮਲਾ ਸੀਤਾਰਮਨ ਨੇ ਬਜਟ ਵਿੱਚ ਕਈ ਐਲਾਨ ਕੀਤੇ ਹਨ। ਵਿੱਤ ਮੰਤਰੀ ਨੇ ਆਪਣੇ ਬਜਟ ਭਾਸ਼ਣ ਵਿੱਚ ਕਿਹਾ ਕਿ ਦੇਸ਼ ਵਿੱਚ ਇਸ ਹਫ਼ਤੇ ਨਵਾਂ ਆਮਦਨ ਕਰ ਕਾਨੂੰਨ ਲਿਆਂਦਾ ਜਾਵੇਗਾ। ਇਸ ਲਈ ਸਰਕਾਰ ਅਗਲੇ ਹਫ਼ਤੇ ਇੱਕ ਨਵਾਂ ਬਿੱਲ ਲੈ ਕੇ ਆਵੇਗੀ। ਇਸ ਵਿੱਚ 1961 ਦੇ ਆਮਦਨ ਕਰ ਐਕਟ ਨੂੰ ਬਦਲਿਆ ਜਾਵੇਗਾ। ਬਜਟ 2020 ਵਿੱਚ, — [879, 742, 1139, 833]
ad-contact: Contact : 99154-53359, Address : Under Flyover, Opposite Basic School, Near Railway Crossing, Tehsil Road, Jagraon — [1308, 169, 1494, 225]
jung-title: ਜੰਗ ਹਿੰਦ-ਪੰਜਾਬ 2 — [653, 1905, 875, 1937]
ad-line1: • Nail Extension Course — [1310, 74, 1488, 90]
founder-portrait — [32, 79, 189, 240]
cheaper-items-text: ਵਿੱਤ ਮੰਤਰੀ ਨਿਰਮਲਾ ਸੀਤਾਰਮਨ ਨੇ 2025 ਦਾ ਕੇਂਦਰੀ ਬਜਟ ਪੇਸ਼ ਕੀਤਾ, ਜਿਸ ਵਿੱਚ ਉਨ੍ਹਾਂ ਐਲਾਨ ਕੀਤਾ ਕਿ ਇਲੈਕਟ੍ਰਿਕ ਵਾਹਨਾਂ ਦੀਆਂ ਬੈਟਰੀਆਂ, ਮੋਬਾਈਲ ਫੋਨ, ਐਲਈਡੀ ਅਤੇ ਕੈਂਸਰ ਦੀਆਂ ਦਵਾਈਆਂ ਸਸਤੀਆਂ ਹੋਣਗੀਆਂ। ਵਿੱਤ ਮੰਤਰੀ ਨੇ ਕਿਹਾ ਕਿ 36 ਜੀਵਨ ਰੱਖਿਅਕ ਦਵਾਈਆਂ ਨੂੰ ਕਸਟਮ ਡਿਊਟੀ ਤੋਂ ਪੂਰੀ ਛੋਟ ਦਿੱਤੀ ਜਾਵੇਗੀ। ਕੈਂਸਰ ਦੇ ਮਰੀਜ਼ਾਂ ਦੇ ਇਲਾਜ ਲਈ ਜ਼ਰੂਰੀ ਦਵਾਈਆਂ ਸਸਤੀਆਂ ਹੋ ਜਾਣਗੀਆਂ। — [945, 1017, 1146, 1155]
ad-line2-price: in Just Rs. 20,000/- — [1324, 140, 1466, 156]
globe-icon — [1056, 293, 1075, 312]
income-tax-continue[interactable]: ਬਾਕੀ ਸਫ਼ਾ 7 'ਤੇ — [1075, 878, 1137, 890]
slogan: ਝੂਠ ਦੀ ਬੁਨਿਆਦ ਝੂਠ 'ਤੇ ਅਤੇ ਸੱਚ ਦੀ ਨੀਂਹ ਸੱਚ ਤੇ ਰੱਖੀ ਜਾ ਸਕਦੀ ਹੈ। — [10, 9, 206, 46]
nitish-headline: ਮੋਦੀ ਸਰਕਾਰ ਨਿਤੀਸ਼ 'ਤੇ ਮਿਹਰਬਾਨ, ਖਾਲੀ ਹੱਥ ਰਹੇ ਨਾਇਡੂ — [525, 953, 760, 1005]
fog-continue[interactable]: ਬਾਕੀ ਸਫ਼ਾ 7 'ਤੇ — [284, 2353, 345, 2364]
budget-photo — [877, 562, 1140, 735]
modi-text: ਵਿੱਤ ਮੰਤਰੀ ਨਿਰਮਲਾ ਸੀਤਾਰਮਨ ਨੇ ਸੰਸਦ ਵਿੱਚ ਬਜਟ ਪੇਸ਼ ਕੀਤਾ। ਪ੍ਰਧਾਨ ਮੰਤਰੀ ਨਰਿੰਦਰ ਮੋਦੀ ਨੇ ਬਜਟ ਦੀ ਸ਼ਲਾਘਾ ਕੀਤੀ ਹੈ। ਉਨ੍ਹਾਂ ਨੇ ਕਿਹਾ ਕਿ ਇਹ ਬਜਟ ਭਾਰਤ ਦੇ 140 ਕਰੋੜ ਲੋਕਾਂ ਦੀਆਂ ਇੱਛਾਵਾਂ ਦਾ ਬਜਟ ਹੈ। ਇਹ ਬਜਟ ਹਰ ਭਾਰਤੀ ਦੇ ਸੁਪਨਿਆਂ ਨੂੰ ਪੂਰਾ ਕਰਨ ਵਾਲਾ ਬਜਟ ਹੈ। — [768, 1152, 938, 1259]
